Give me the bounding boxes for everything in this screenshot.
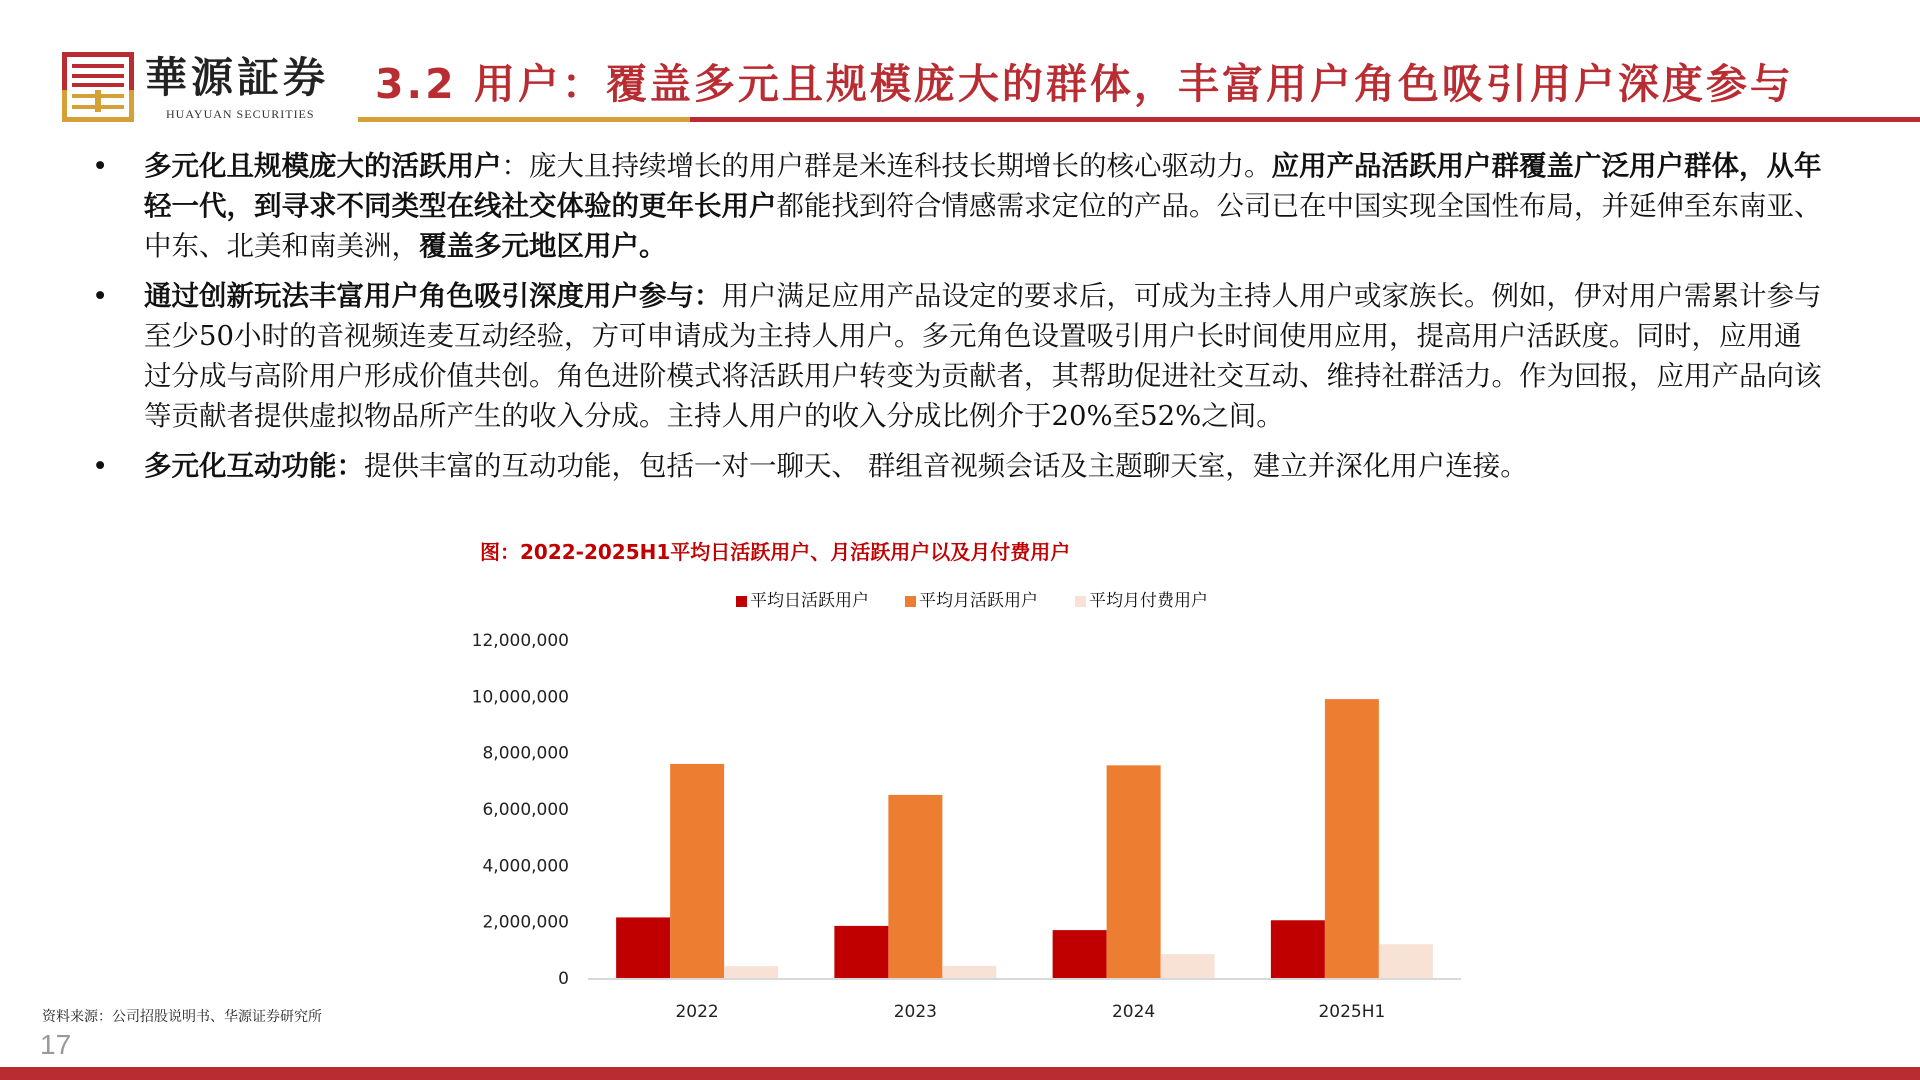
bar-平均日活跃用户 [616, 917, 670, 978]
bullet-heading: 多元化互动功能： [144, 450, 364, 482]
bullet-dot: • [92, 280, 109, 312]
bullet-heading: 多元化且规模庞大的活跃用户 [144, 150, 502, 182]
legend-swatch [905, 596, 916, 607]
bar-平均月付费用户 [1161, 954, 1215, 978]
title-rule-red [690, 117, 1920, 122]
bullet-item [92, 146, 1822, 266]
y-tick-label: 2,000,000 [482, 912, 569, 933]
bar-平均月活跃用户 [888, 795, 942, 978]
bullet-text: 用户满足应用产品设定的要求后，可成为主持人用户或家族长。例如，伊对用户需累计参与至少50小时的音视频连麦互动经验，方可申请成为主持人用户。多元角色设置吸引用户长时间使用应用，提高用户活跃度。同时，应用通过分成与高阶用户形成价值共创。角色进阶模式将活跃用户转变为贡献者，其帮助促进社交互动、维持社群活力。作为回报，应用产品向该等贡献者提供虚拟物品所产生的收入分成。主持人用户的收入分成比例介于20%至52%之间。 [144, 280, 1822, 432]
company-logo-icon [62, 52, 134, 122]
y-tick-label: 10,000,000 [471, 687, 569, 708]
legend-label: 平均月活跃用户 [919, 591, 1038, 611]
bullet-emphasis: 覆盖多元地区用户。 [419, 230, 667, 262]
bar-平均日活跃用户 [834, 926, 888, 978]
legend-swatch [736, 596, 747, 607]
bar-平均月付费用户 [942, 966, 996, 978]
bullet-item [92, 276, 1822, 436]
bar-平均月活跃用户 [670, 764, 724, 978]
page-title: 3.2 用户：覆盖多元且规模庞大的群体，丰富用户角色吸引用户深度参与 [375, 60, 1794, 108]
page-number: 17 [40, 1029, 72, 1060]
y-tick-label: 12,000,000 [471, 631, 569, 651]
y-tick-label: 6,000,000 [482, 800, 569, 820]
bullet-text: ：庞大且持续增长的用户群是米连科技长期增长的核心驱动力。 [501, 150, 1272, 182]
legend-label: 平均月付费用户 [1089, 591, 1208, 611]
footer-bar [0, 1067, 1920, 1080]
legend-item-dau [736, 591, 869, 611]
bullet-list [92, 146, 1822, 496]
y-tick-label: 0 [558, 969, 569, 989]
bullet-text: 都能找到符合情感需求定位的产品。公司已在中国实现全国性布局，并延伸至东南亚、中东、北美和南美洲， [144, 190, 1822, 262]
y-tick-label: 4,000,000 [482, 856, 569, 877]
x-tick-label: 2025H1 [1318, 1002, 1386, 1022]
bullet-heading: 通过创新玩法丰富用户角色吸引深度用户参与： [144, 280, 722, 312]
x-tick-label: 2024 [1111, 1002, 1156, 1022]
bar-平均日活跃用户 [1053, 930, 1107, 978]
y-tick-label: 8,000,000 [482, 743, 569, 764]
x-tick-label: 2023 [893, 1002, 938, 1022]
source-note: 资料来源：公司招股说明书、华源证券研究所 [42, 1009, 322, 1025]
legend-item-mau [905, 591, 1038, 611]
bar-平均月付费用户 [724, 966, 778, 978]
bar-平均月付费用户 [1379, 944, 1433, 978]
bullet-item [92, 446, 1822, 486]
legend-item-paying [1075, 591, 1208, 611]
bullet-emphasis: 应用产品活跃用户群覆盖广泛用户群体，从年轻一代，到寻求不同类型在线社交体验的更年长用户 [144, 150, 1822, 222]
legend-label: 平均日活跃用户 [750, 591, 869, 611]
bullet-dot: • [92, 150, 109, 182]
bullet-dot: • [92, 450, 109, 482]
bullet-text: 提供丰富的互动功能，包括一对一聊天、 群组音视频会话及主题聊天室，建立并深化用户连接。 [364, 450, 1528, 482]
title-rule-gold [358, 117, 690, 122]
bar-平均月活跃用户 [1107, 765, 1161, 978]
logo-text: 華源証券 [145, 53, 330, 102]
x-tick-label: 2022 [675, 1002, 719, 1022]
legend-swatch [1075, 596, 1086, 607]
chart-title: 图：2022-2025H1平均日活跃用户、月活跃用户以及月付费用户 [480, 540, 1071, 564]
bar-平均月活跃用户 [1325, 699, 1379, 978]
bar-平均日活跃用户 [1271, 920, 1325, 978]
logo-english: HUAYUAN SECURITIES [166, 107, 315, 121]
